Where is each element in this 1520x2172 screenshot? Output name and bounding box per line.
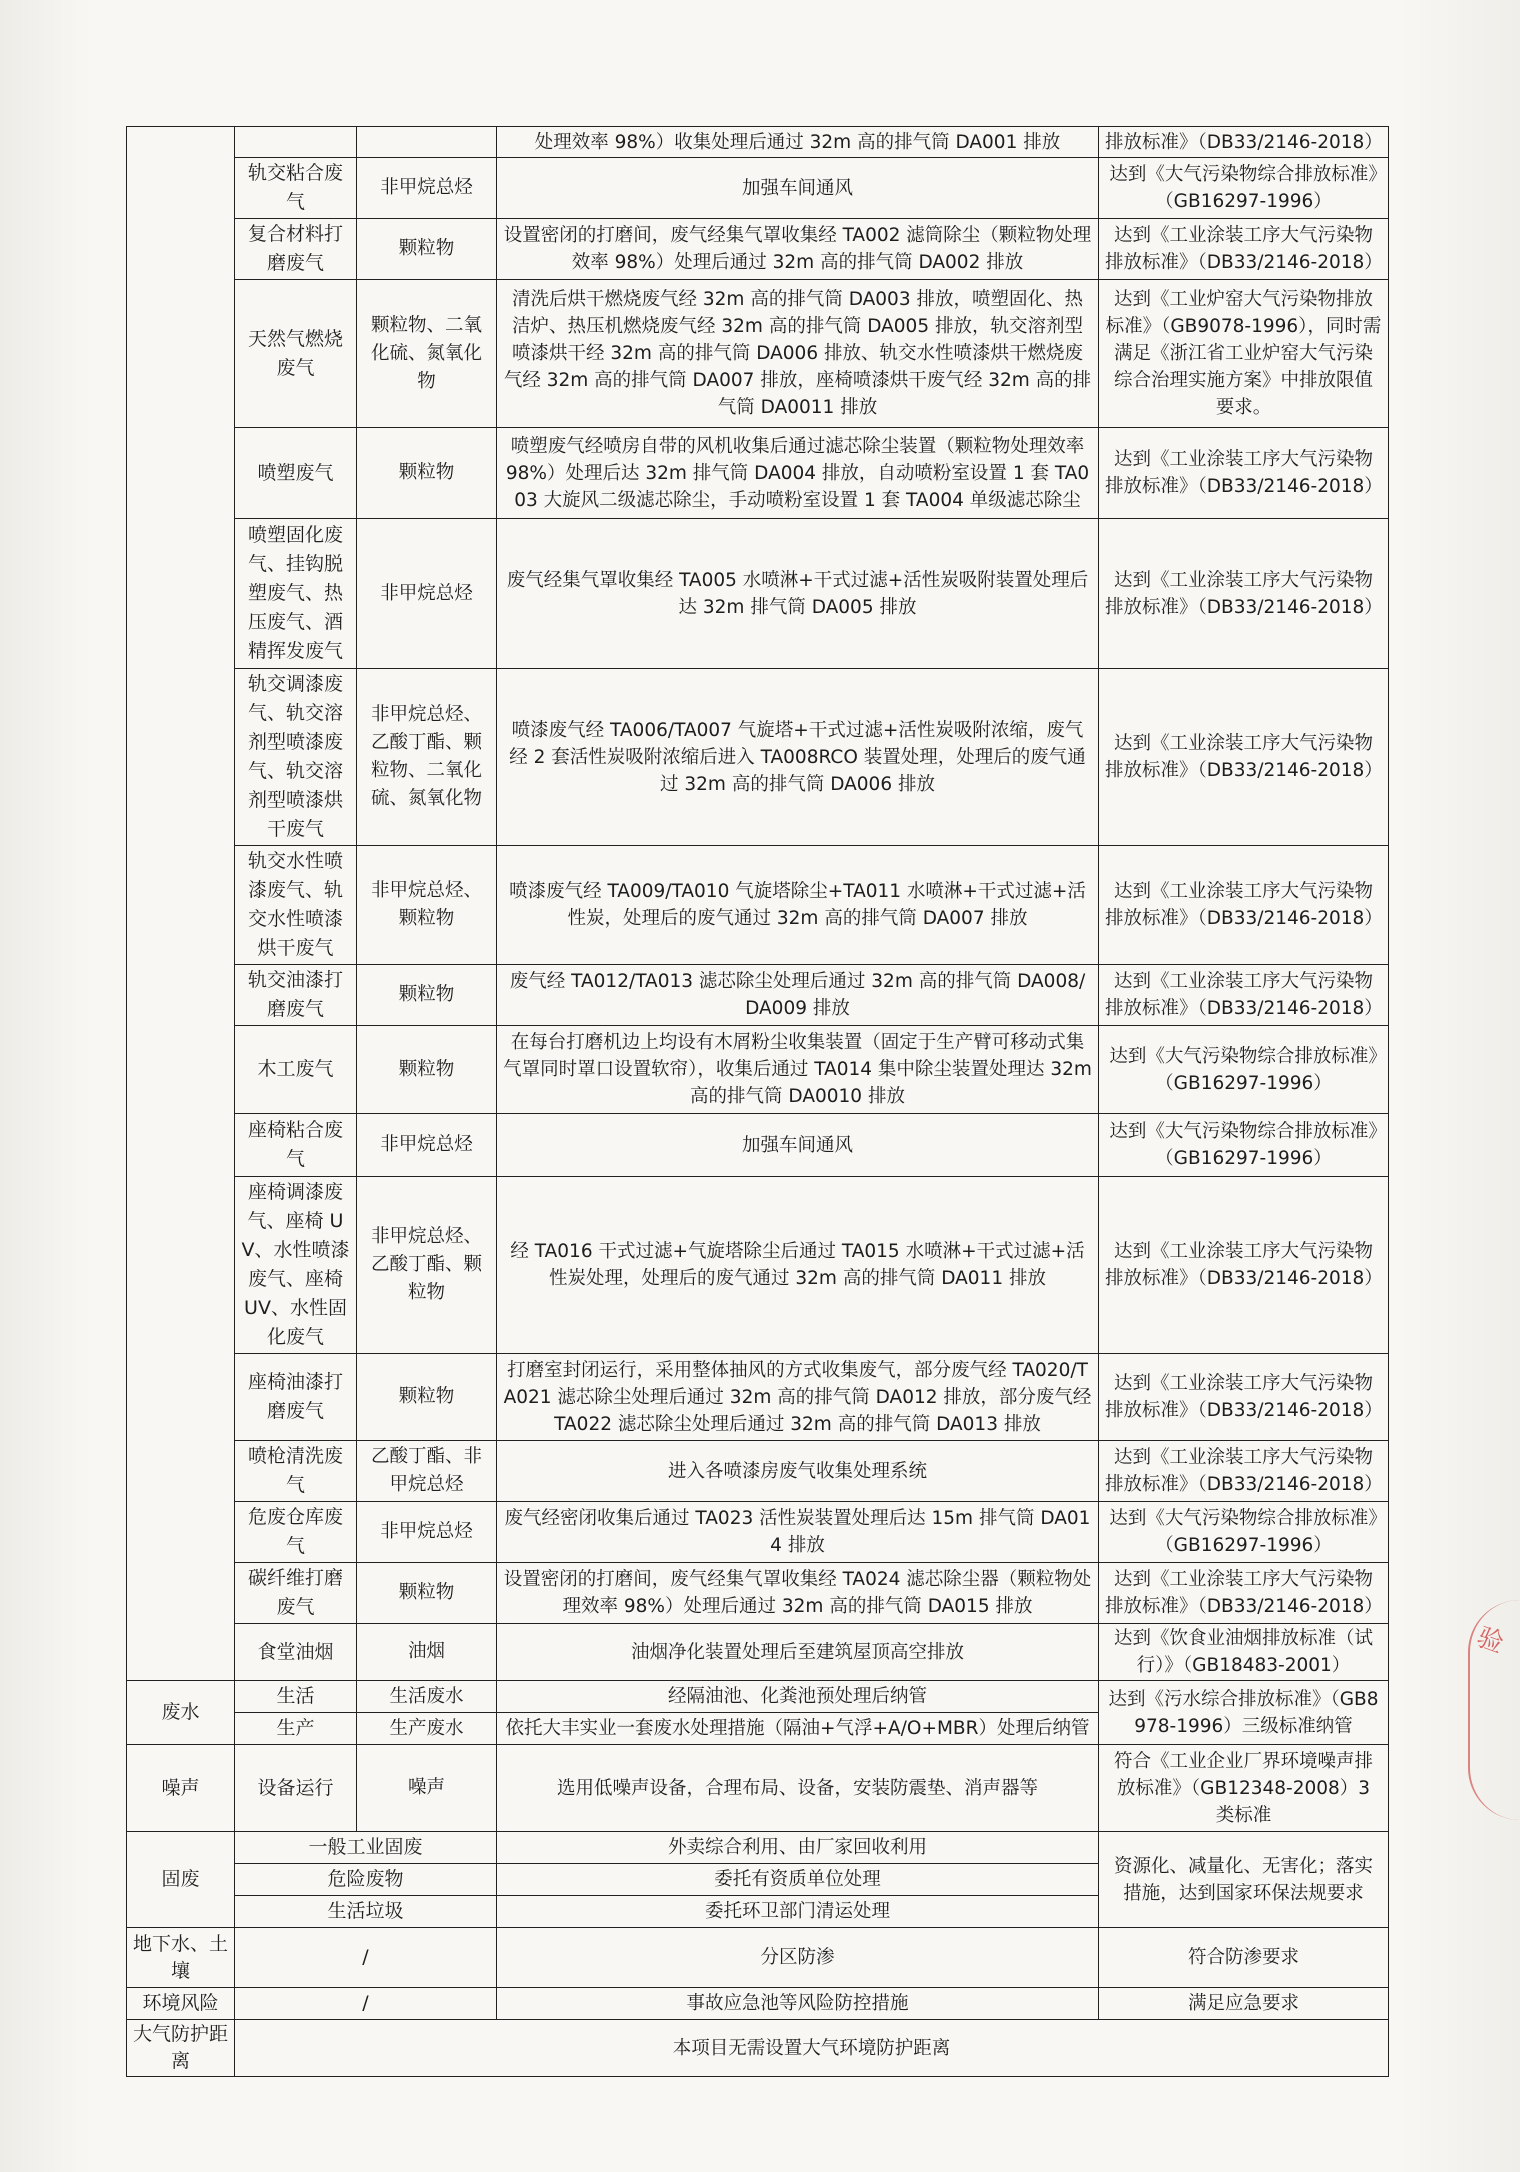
standard-cell: 达到《工业涂装工序大气污染物排放标准》（DB33/2146-2018） (1099, 1441, 1389, 1502)
category-cell-wastewater: 废水 (127, 1681, 235, 1745)
measure-cell: 设置密闭的打磨间，废气经集气罩收集经 TA024 滤芯除尘器（颗粒物处理效率 98%）处理后通过 32m 高的排气筒 DA015 排放 (497, 1563, 1099, 1624)
pollutant-cell: 非甲烷总烃、乙酸丁酯、颗粒物、二氧化硫、氮氧化物 (357, 669, 497, 846)
pollutant-cell: 非甲烷总烃 (357, 519, 497, 669)
table-row (127, 2020, 1389, 2077)
source-cell: 生活 (235, 1681, 357, 1713)
standard-cell: 排放标准》（DB33/2146-2018） (1099, 127, 1389, 158)
source-cell: 食堂油烟 (235, 1624, 357, 1681)
table-row (127, 669, 1389, 846)
pollutant-cell: 非甲烷总烃 (357, 1114, 497, 1177)
pollutant-cell: 生活废水 (357, 1681, 497, 1713)
source-cell: / (235, 1928, 497, 1988)
table-row (127, 1988, 1389, 2020)
source-cell: 危险废物 (235, 1864, 497, 1896)
red-seal-stamp (1468, 1600, 1520, 1820)
pollutant-cell: 颗粒物 (357, 1026, 497, 1114)
table-row (127, 1624, 1389, 1681)
source-cell: / (235, 1988, 497, 2020)
source-cell: 座椅调漆废气、座椅 UV、水性喷漆废气、座椅 UV、水性固化废气 (235, 1177, 357, 1354)
category-cell-solid-waste: 固废 (127, 1832, 235, 1928)
pollutant-cell: 非甲烷总烃 (357, 1502, 497, 1563)
table-row (127, 1502, 1389, 1563)
source-cell: 碳纤维打磨废气 (235, 1563, 357, 1624)
standard-cell: 达到《饮食业油烟排放标准（试行）》（GB18483-2001） (1099, 1624, 1389, 1681)
measure-cell: 加强车间通风 (497, 158, 1099, 219)
standard-cell: 达到《大气污染物综合排放标准》（GB16297-1996） (1099, 1026, 1389, 1114)
source-cell: 座椅粘合废气 (235, 1114, 357, 1177)
category-cell-risk: 环境风险 (127, 1988, 235, 2020)
source-cell (235, 127, 357, 158)
measure-cell: 喷塑废气经喷房自带的风机收集后通过滤芯除尘装置（颗粒物处理效率 98%）处理后达 32m 排气筒 DA004 排放，自动喷粉室设置 1 套 TA003 大旋风二级滤芯除尘，手动喷粉室设置 1 套 TA004 单级滤芯除尘 (497, 428, 1099, 519)
source-cell: 复合材料打磨废气 (235, 219, 357, 280)
measure-cell: 事故应急池等风险防控措施 (497, 1988, 1099, 2020)
measure-cell: 加强车间通风 (497, 1114, 1099, 1177)
table-row (127, 1563, 1389, 1624)
table-row (127, 1928, 1389, 1988)
measure-cell: 经 TA016 干式过滤+气旋塔除尘后通过 TA015 水喷淋+干式过滤+活性炭处理，处理后的废气通过 32m 高的排气筒 DA011 排放 (497, 1177, 1099, 1354)
measure-cell: 在每台打磨机边上均设有木屑粉尘收集装置（固定于生产臂可移动式集气罩同时罩口设置软帘），收集后通过 TA014 集中除尘装置处理达 32m 高的排气筒 DA0010 排放 (497, 1026, 1099, 1114)
pollution-control-table (126, 126, 1389, 2077)
standard-cell: 达到《工业涂装工序大气污染物排放标准》（DB33/2146-2018） (1099, 219, 1389, 280)
table-row (127, 519, 1389, 669)
pollutant-cell: 颗粒物 (357, 1354, 497, 1441)
category-cell-noise: 噪声 (127, 1745, 235, 1832)
table-row (127, 965, 1389, 1026)
standard-cell: 达到《工业涂装工序大气污染物排放标准》（DB33/2146-2018） (1099, 669, 1389, 846)
measure-cell: 分区防渗 (497, 1928, 1099, 1988)
standard-cell: 达到《工业涂装工序大气污染物排放标准》（DB33/2146-2018） (1099, 846, 1389, 965)
standard-cell: 达到《工业涂装工序大气污染物排放标准》（DB33/2146-2018） (1099, 965, 1389, 1026)
table-row (127, 219, 1389, 280)
standard-cell: 达到《工业涂装工序大气污染物排放标准》（DB33/2146-2018） (1099, 1563, 1389, 1624)
standard-cell: 达到《工业炉窑大气污染物排放标准》（GB9078-1996），同时需满足《浙江省工业炉窑大气污染综合治理实施方案》中排放限值要求。 (1099, 280, 1389, 428)
pollutant-cell: 乙酸丁酯、非甲烷总烃 (357, 1441, 497, 1502)
measure-cell: 打磨室封闭运行，采用整体抽风的方式收集废气，部分废气经 TA020/TA021 滤芯除尘处理后通过 32m 高的排气筒 DA012 排放，部分废气经 TA022 滤芯除尘处理后通过 32m 高的排气筒 DA013 排放 (497, 1354, 1099, 1441)
source-cell: 危废仓库废气 (235, 1502, 357, 1563)
table-row (127, 280, 1389, 428)
measure-cell: 处理效率 98%）收集处理后通过 32m 高的排气筒 DA001 排放 (497, 127, 1099, 158)
source-cell: 喷枪清洗废气 (235, 1441, 357, 1502)
measure-cell: 依托大丰实业一套废水处理措施（隔油+气浮+A/O+MBR）处理后纳管 (497, 1713, 1099, 1745)
measure-cell: 委托有资质单位处理 (497, 1864, 1099, 1896)
source-cell: 生活垃圾 (235, 1896, 497, 1928)
table-row (127, 1114, 1389, 1177)
standard-cell: 达到《工业涂装工序大气污染物排放标准》（DB33/2146-2018） (1099, 519, 1389, 669)
source-cell: 轨交油漆打磨废气 (235, 965, 357, 1026)
measure-cell: 喷漆废气经 TA006/TA007 气旋塔+干式过滤+活性炭吸附浓缩，废气经 2 套活性炭吸附浓缩后进入 TA008RCO 装置处理，处理后的废气通过 32m 高的排气筒 DA006 排放 (497, 669, 1099, 846)
table-row (127, 846, 1389, 965)
source-cell: 天然气燃烧废气 (235, 280, 357, 428)
table-row (127, 127, 1389, 158)
measure-cell: 废气经密闭收集后通过 TA023 活性炭装置处理后达 15m 排气筒 DA014 排放 (497, 1502, 1099, 1563)
standard-cell: 满足应急要求 (1099, 1988, 1389, 2020)
measure-cell: 进入各喷漆房废气收集处理系统 (497, 1441, 1099, 1502)
standard-cell: 资源化、减量化、无害化；落实措施，达到国家环保法规要求 (1099, 1832, 1389, 1928)
measure-cell: 设置密闭的打磨间，废气经集气罩收集经 TA002 滤筒除尘（颗粒物处理效率 98%）处理后通过 32m 高的排气筒 DA002 排放 (497, 219, 1099, 280)
table-row (127, 428, 1389, 519)
category-cell-air-distance: 大气防护距离 (127, 2020, 235, 2077)
source-cell: 设备运行 (235, 1745, 357, 1832)
source-cell: 轨交调漆废气、轨交溶剂型喷漆废气、轨交溶剂型喷漆烘干废气 (235, 669, 357, 846)
pollutant-cell: 颗粒物 (357, 1563, 497, 1624)
pollutant-cell: 生产废水 (357, 1713, 497, 1745)
standard-cell: 达到《工业涂装工序大气污染物排放标准》（DB33/2146-2018） (1099, 1177, 1389, 1354)
table-row (127, 158, 1389, 219)
table-row (127, 1681, 1389, 1713)
standard-cell: 达到《工业涂装工序大气污染物排放标准》（DB33/2146-2018） (1099, 428, 1389, 519)
pollutant-cell: 颗粒物 (357, 428, 497, 519)
source-cell: 轨交粘合废气 (235, 158, 357, 219)
measure-cell: 油烟净化装置处理后至建筑屋顶高空排放 (497, 1624, 1099, 1681)
source-cell: 木工废气 (235, 1026, 357, 1114)
table-row (127, 1832, 1389, 1864)
standard-cell: 达到《大气污染物综合排放标准》（GB16297-1996） (1099, 1502, 1389, 1563)
table-row (127, 1026, 1389, 1114)
standard-cell: 符合防渗要求 (1099, 1928, 1389, 1988)
source-cell: 喷塑废气 (235, 428, 357, 519)
pollutant-cell: 颗粒物 (357, 219, 497, 280)
standard-cell: 达到《大气污染物综合排放标准》（GB16297-1996） (1099, 158, 1389, 219)
measure-cell: 委托环卫部门清运处理 (497, 1896, 1099, 1928)
measure-cell: 废气经 TA012/TA013 滤芯除尘处理后通过 32m 高的排气筒 DA008/DA009 排放 (497, 965, 1099, 1026)
source-cell: 轨交水性喷漆废气、轨交水性喷漆烘干废气 (235, 846, 357, 965)
table-row (127, 1745, 1389, 1832)
measure-cell: 外卖综合利用、由厂家回收利用 (497, 1832, 1099, 1864)
stamp-text: 验 (1472, 1622, 1508, 1660)
pollutant-cell (357, 127, 497, 158)
measure-cell: 喷漆废气经 TA009/TA010 气旋塔除尘+TA011 水喷淋+干式过滤+活性炭，处理后的废气通过 32m 高的排气筒 DA007 排放 (497, 846, 1099, 965)
pollutant-cell: 油烟 (357, 1624, 497, 1681)
source-cell: 一般工业固废 (235, 1832, 497, 1864)
table-row (127, 1354, 1389, 1441)
standard-cell: 达到《大气污染物综合排放标准》（GB16297-1996） (1099, 1114, 1389, 1177)
source-cell: 生产 (235, 1713, 357, 1745)
measure-cell: 本项目无需设置大气环境防护距离 (235, 2020, 1389, 2077)
measure-cell: 经隔油池、化粪池预处理后纳管 (497, 1681, 1099, 1713)
standard-cell: 达到《污水综合排放标准》（GB8978-1996）三级标准纳管 (1099, 1681, 1389, 1745)
category-cell-air (127, 127, 235, 1681)
standard-cell: 达到《工业涂装工序大气污染物排放标准》（DB33/2146-2018） (1099, 1354, 1389, 1441)
source-cell: 座椅油漆打磨废气 (235, 1354, 357, 1441)
table-row (127, 1441, 1389, 1502)
measure-cell: 清洗后烘干燃烧废气经 32m 高的排气筒 DA003 排放，喷塑固化、热洁炉、热压机燃烧废气经 32m 高的排气筒 DA005 排放，轨交溶剂型喷漆烘干经 32m 高的排气筒 DA006 排放、轨交水性喷漆烘干燃烧废气经 32m 高的排气筒 DA007 排放，座椅喷漆烘干废气经 32m 高的排气筒 DA0011 排放 (497, 280, 1099, 428)
standard-cell: 符合《工业企业厂界环境噪声排放标准》（GB12348-2008）3 类标准 (1099, 1745, 1389, 1832)
pollutant-cell: 非甲烷总烃、颗粒物 (357, 846, 497, 965)
pollutant-cell: 颗粒物 (357, 965, 497, 1026)
pollutant-cell: 颗粒物、二氧化硫、氮氧化物 (357, 280, 497, 428)
pollutant-cell: 非甲烷总烃 (357, 158, 497, 219)
pollutant-cell: 非甲烷总烃、乙酸丁酯、颗粒物 (357, 1177, 497, 1354)
measure-cell: 选用低噪声设备，合理布局、设备，安装防震垫、消声器等 (497, 1745, 1099, 1832)
measure-cell: 废气经集气罩收集经 TA005 水喷淋+干式过滤+活性炭吸附装置处理后达 32m 排气筒 DA005 排放 (497, 519, 1099, 669)
pollutant-cell: 噪声 (357, 1745, 497, 1832)
source-cell: 喷塑固化废气、挂钩脱塑废气、热压废气、酒精挥发废气 (235, 519, 357, 669)
table-row (127, 1177, 1389, 1354)
category-cell-groundwater: 地下水、土壤 (127, 1928, 235, 1988)
